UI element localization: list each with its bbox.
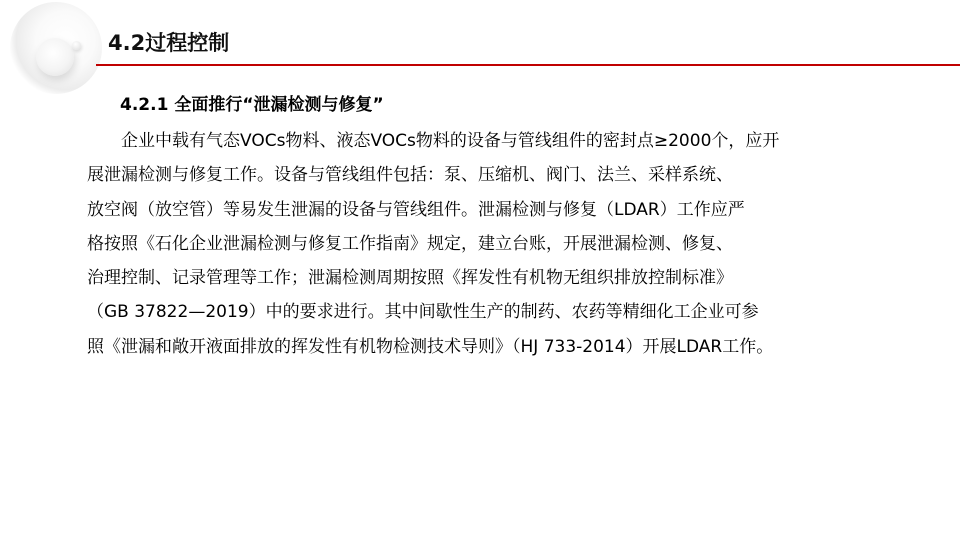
decorative-circle-medium bbox=[36, 38, 74, 76]
title-divider bbox=[96, 64, 960, 66]
body-paragraph bbox=[87, 124, 932, 364]
paragraph-line: 放空阀（放空管）等易发生泄漏的设备与管线组件。泄漏检测与修复（LDAR）工作应严 bbox=[87, 199, 745, 220]
paragraph-line: （GB 37822—2019）中的要求进行。其中间歇性生产的制药、农药等精细化工企业可参 bbox=[87, 302, 759, 323]
paragraph-line: 治理控制、记录管理等工作；泄漏检测周期按照《挥发性有机物无组织排放控制标准》 bbox=[87, 268, 733, 289]
paragraph-line: 展泄漏检测与修复工作。设备与管线组件包括：泵、压缩机、阀门、法兰、采样系统、 bbox=[87, 165, 733, 186]
decorative-circle-small bbox=[72, 41, 81, 50]
paragraph-line: 格按照《石化企业泄漏检测与修复工作指南》规定，建立台账，开展泄漏检测、修复、 bbox=[87, 233, 733, 254]
page-title: 4.2过程控制 bbox=[108, 31, 230, 55]
paragraph-line: 照《泄漏和敞开液面排放的挥发性有机物检测技术导则》（HJ 733-2014）开展LDAR工作。 bbox=[87, 336, 774, 357]
paragraph-line: 企业中载有气态VOCs物料、液态VOCs物料的设备与管线组件的密封点≥2000个，应开 bbox=[121, 131, 780, 151]
section-heading: 4.2.1 全面推行“泄漏检测与修复” bbox=[120, 95, 384, 115]
